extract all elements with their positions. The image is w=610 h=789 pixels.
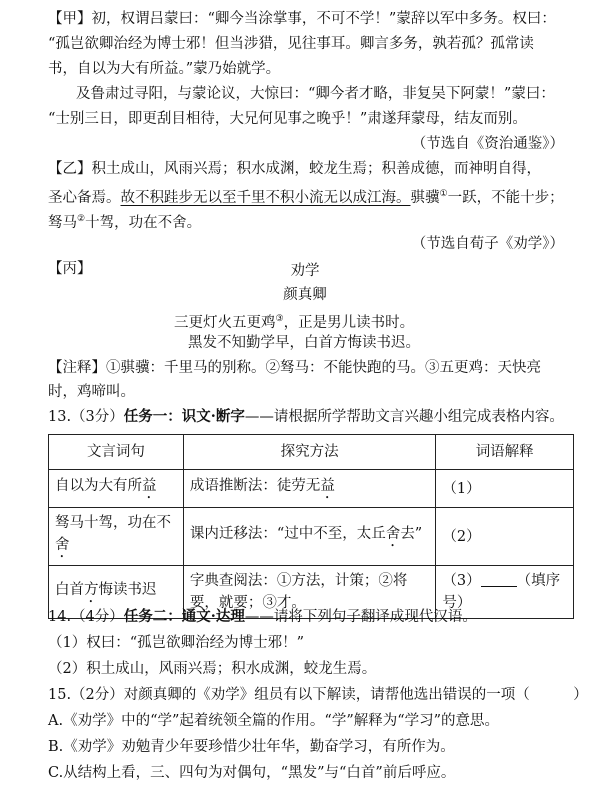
poem-verse1-a: 三更灯火五更鸡	[174, 314, 276, 331]
key-word: 益	[142, 478, 157, 494]
table-cell-method	[183, 508, 435, 566]
table-row	[49, 508, 574, 566]
unpunctuated-sentence: 故不积跬步无以至千里不积小流无以成江海。	[120, 189, 411, 206]
key-word: 舍	[55, 537, 70, 553]
poem-title: 劝学	[290, 263, 320, 279]
method-text: 要，就要；③才。	[189, 595, 306, 611]
passage-a-line5: “士别三日，即更刮目相待，大兄何见事之晚乎！”肃遂拜蒙母，结友而别。	[48, 111, 527, 127]
passage-a-line2: “孤岂欲卿治经为博士邪！但当涉猎，见往事耳。卿言多务，孰若孤？孤常读	[48, 36, 534, 52]
q13-desc: ——请根据所学帮助文言兴趣小组完成表格内容。	[244, 409, 564, 425]
poem-verse2: 黑发不知勤学早，白首方悔读书迟。	[188, 335, 420, 351]
answer-blank[interactable]	[481, 572, 517, 587]
table-cell-phrase	[49, 508, 184, 566]
table-cell-answer[interactable]: （1）	[436, 470, 574, 508]
table-row	[49, 470, 574, 508]
key-word: 舍	[385, 526, 401, 542]
method-text: 去”	[400, 526, 423, 542]
notes-line1: 【注释】①骐骥：千里马的别称。②驽马：不能快跑的马。③五更鸡：天快亮	[48, 360, 541, 376]
passage-a-line3: 书，自以为大有所益。”蒙乃始就学。	[48, 61, 281, 77]
q14-heading	[48, 606, 477, 628]
passage-b-source: （节选自荀子《劝学》）	[411, 236, 564, 252]
note-ref-1: ①	[439, 189, 448, 199]
q13-task: 任务一：识文·断字	[123, 408, 245, 425]
answer-hint: （填序号）	[442, 573, 561, 611]
table-cell-answer[interactable]: （2）	[436, 508, 574, 566]
method-text: 字典查阅法：①方法，计策；②将	[189, 573, 408, 589]
passage-b-line3	[48, 208, 201, 234]
q15-stem: 15.（2分）对颜真卿的《劝学》组员有以下解读，请帮他选出错误的一项（ ）	[48, 687, 588, 703]
passage-b-line2-a: 圣心备焉。	[48, 189, 121, 206]
q13-table	[48, 434, 574, 619]
table-header-method: 探究方法	[183, 435, 435, 470]
passage-b-line2	[48, 183, 564, 209]
poem-author: 颜真卿	[283, 287, 327, 303]
q15-option-c[interactable]: C.从结构上看，三、四句为对偶句，“黑发”与“白首”前后呼应。	[48, 765, 456, 781]
passage-c-label: 【丙】	[48, 261, 92, 277]
poem-verse1	[174, 308, 414, 334]
q14-item1: （1）权曰：“孤岂欲卿治经为博士邪！”	[48, 635, 305, 651]
table-header-phrase: 文言词句	[49, 435, 184, 470]
phrase-text: 白首	[55, 581, 84, 598]
q15-option-a[interactable]: A.《劝学》中的“学”起着统领全篇的作用。“学”解释为“学习”的意思。	[48, 713, 500, 729]
passage-b-line3-c: 十驾，功在不舍。	[85, 214, 202, 231]
phrase-text: 自以为大有所	[55, 478, 142, 494]
phrase-text: 悔读书迟	[98, 581, 157, 598]
passage-b-line1: 【乙】积土成山，风雨兴焉；积水成渊，蛟龙生焉；积善成德，而神明自得，	[48, 161, 541, 177]
phrase-text: 驽马十驾，功在不	[55, 515, 171, 531]
key-word: 益	[320, 478, 335, 494]
passage-b-line2-e: 一跃，不能十步；	[447, 189, 564, 206]
passage-a-line4: 及鲁肃过寻阳，与蒙论议，大惊曰：“卿今者才略，非复吴下阿蒙！”蒙曰：	[76, 86, 555, 102]
q13-number: 13.（3分）	[48, 409, 124, 425]
poem-verse1-c: ，正是男儿读书时。	[283, 314, 415, 331]
q14-desc: ——请将下列句子翻译成现代汉语。	[244, 609, 477, 625]
q14-number: 14.（4分）	[48, 609, 124, 625]
method-text: 成语推断法：徒劳无	[189, 478, 321, 494]
passage-a-line1: 【甲】初，权谓吕蒙曰：“卿今当涂掌事，不可不学！”蒙辞以军中多务。权曰：	[48, 11, 556, 27]
q15-option-b[interactable]: B.《劝学》劝勉青少年要珍惜少壮年华，勤奋学习，有所作为。	[48, 739, 455, 755]
key-word: 方	[84, 581, 99, 598]
passage-b-line2-c: 骐骥	[410, 189, 440, 206]
method-text: 课内迁移法：“过中不至，太丘	[189, 526, 386, 542]
passage-a-source: （节选自《资治通鉴》）	[411, 136, 564, 152]
table-cell-method	[183, 470, 435, 508]
q13-heading	[48, 406, 564, 428]
passage-b-line3-a: 驽马	[48, 214, 77, 231]
note-ref-2: ②	[77, 214, 86, 224]
notes-line2: 时，鸡啼叫。	[48, 384, 135, 400]
table-cell-phrase	[49, 470, 184, 508]
note-ref-3: ③	[275, 314, 284, 324]
q14-item2: （2）积土成山，风雨兴焉；积水成渊，蛟龙生焉。	[48, 661, 377, 677]
table-header-explanation: 词语解释	[436, 435, 574, 470]
q14-task: 任务二：通文·达理	[123, 608, 245, 625]
answer-number: （3）	[442, 573, 481, 589]
table-header-row	[49, 435, 574, 470]
